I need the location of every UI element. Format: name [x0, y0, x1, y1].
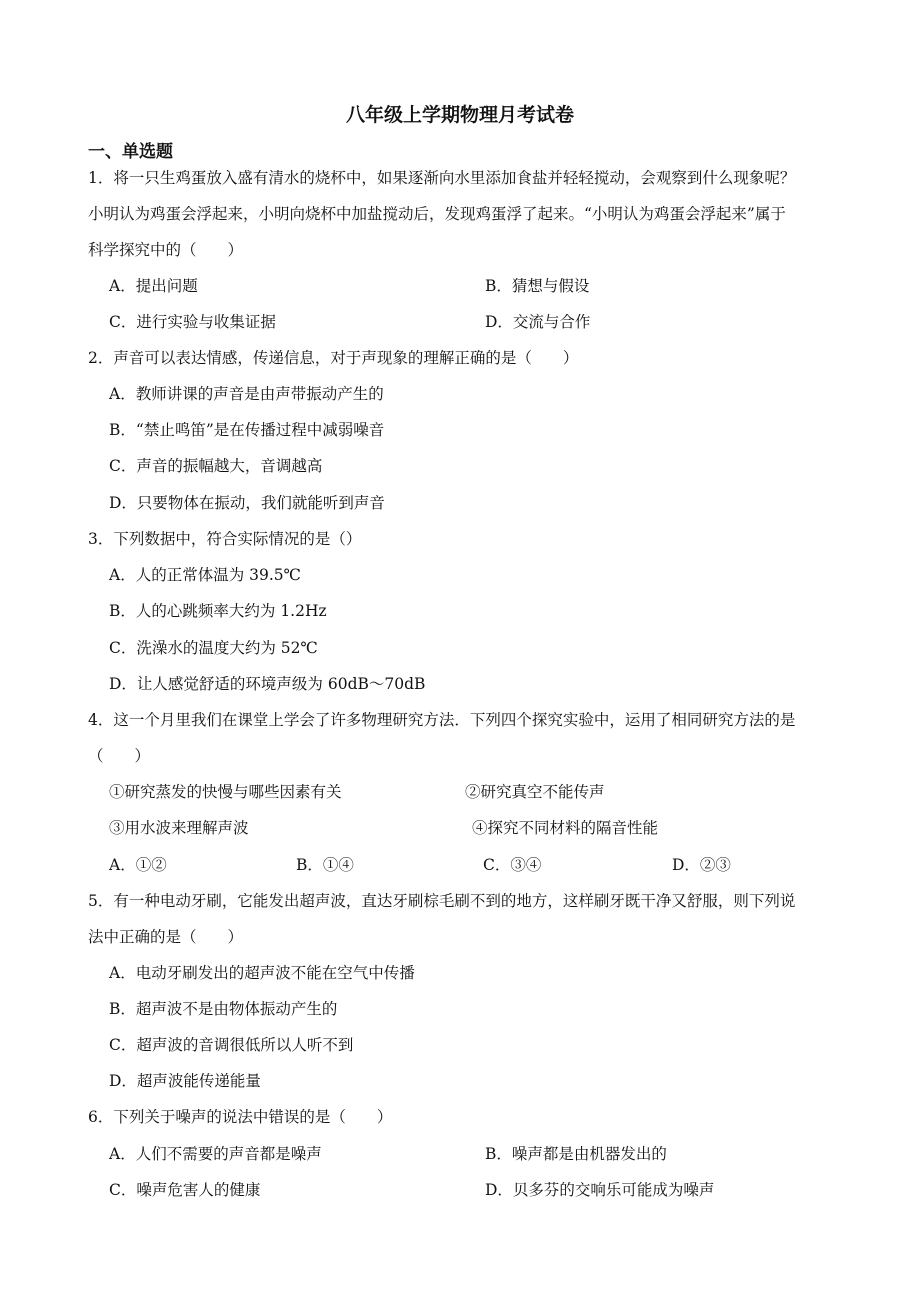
q3-option-c: C．洗澡水的温度大约为 52℃	[109, 639, 318, 657]
q1-text-line-3: 科学探究中的（ ）	[88, 241, 244, 259]
q5-option-c: C．超声波的音调很低所以人听不到	[109, 1036, 354, 1054]
q3-option-b: B．人的心跳频率大约为 1.2Hz	[109, 602, 327, 620]
q3-option-a: A．人的正常体温为 39.5℃	[109, 566, 301, 584]
q4-option-a: A．①②	[109, 856, 167, 874]
q6-option-c: C．噪声危害人的健康	[109, 1181, 261, 1199]
q6-option-a: A．人们不需要的声音都是噪声	[109, 1145, 322, 1163]
q1-text-line-2: 小明认为鸡蛋会浮起来，小明向烧杯中加盐搅动后，发现鸡蛋浮了起来。“小明认为鸡蛋会浮起来”属于	[88, 205, 786, 223]
q5-text-line-1: 5．有一种电动牙刷，它能发出超声波，直达牙刷棕毛刷不到的地方，这样刷牙既干净又舒服，则下列说	[88, 892, 796, 910]
q4-option-d: D．②③	[672, 856, 731, 874]
q4-text-line-1: 4．这一个月里我们在课堂上学会了许多物理研究方法．下列四个探究实验中，运用了相同研究方法的是	[88, 711, 796, 729]
q5-option-b: B．超声波不是由物体振动产生的	[109, 1000, 338, 1018]
q5-option-a: A．电动牙刷发出的超声波不能在空气中传播	[109, 964, 415, 982]
q5-option-d: D．超声波能传递能量	[109, 1072, 261, 1090]
q4-option-c: C．③④	[483, 856, 542, 874]
q3-text-line-1: 3．下列数据中，符合实际情况的是（）	[88, 530, 362, 548]
q2-option-b: B．“禁止鸣笛”是在传播过程中减弱噪音	[109, 421, 385, 439]
q4-option-b: B．①④	[296, 856, 354, 874]
section-heading: 一、单选题	[88, 142, 173, 162]
q4-item-2: ②研究真空不能传声	[465, 783, 605, 801]
q4-item-1: ①研究蒸发的快慢与哪些因素有关	[109, 783, 342, 801]
page-title: 八年级上学期物理月考试卷	[345, 104, 574, 126]
q4-text-line-2: （ ）	[88, 747, 151, 765]
q1-text-line-1: 1．将一只生鸡蛋放入盛有清水的烧杯中，如果逐渐向水里添加食盐并轻轻搅动，会观察到什么现象呢？	[88, 169, 796, 187]
q6-option-b: B．噪声都是由机器发出的	[485, 1145, 667, 1163]
q4-item-4: ④探究不同材料的隔音性能	[472, 819, 659, 837]
q2-option-a: A．教师讲课的声音是由声带振动产生的	[109, 385, 384, 403]
q1-option-d: D．交流与合作	[485, 313, 591, 331]
q2-option-d: D．只要物体在振动，我们就能听到声音	[109, 494, 385, 512]
q1-option-b: B．猜想与假设	[485, 277, 590, 295]
q2-text-line-1: 2．声音可以表达情感，传递信息，对于声现象的理解正确的是（ ）	[88, 349, 579, 367]
q6-text-line-1: 6．下列关于噪声的说法中错误的是（ ）	[88, 1108, 393, 1126]
q5-text-line-2: 法中正确的是（ ）	[88, 928, 244, 946]
q6-option-d: D．贝多芬的交响乐可能成为噪声	[485, 1181, 715, 1199]
q4-item-3: ③用水波来理解声波	[109, 819, 249, 837]
q2-option-c: C．声音的振幅越大，音调越高	[109, 457, 323, 475]
q1-option-a: A．提出问题	[109, 277, 198, 295]
q3-option-d: D．让人感觉舒适的环境声级为 60dB～70dB	[109, 675, 426, 693]
q1-option-c: C．进行实验与收集证据	[109, 313, 276, 331]
